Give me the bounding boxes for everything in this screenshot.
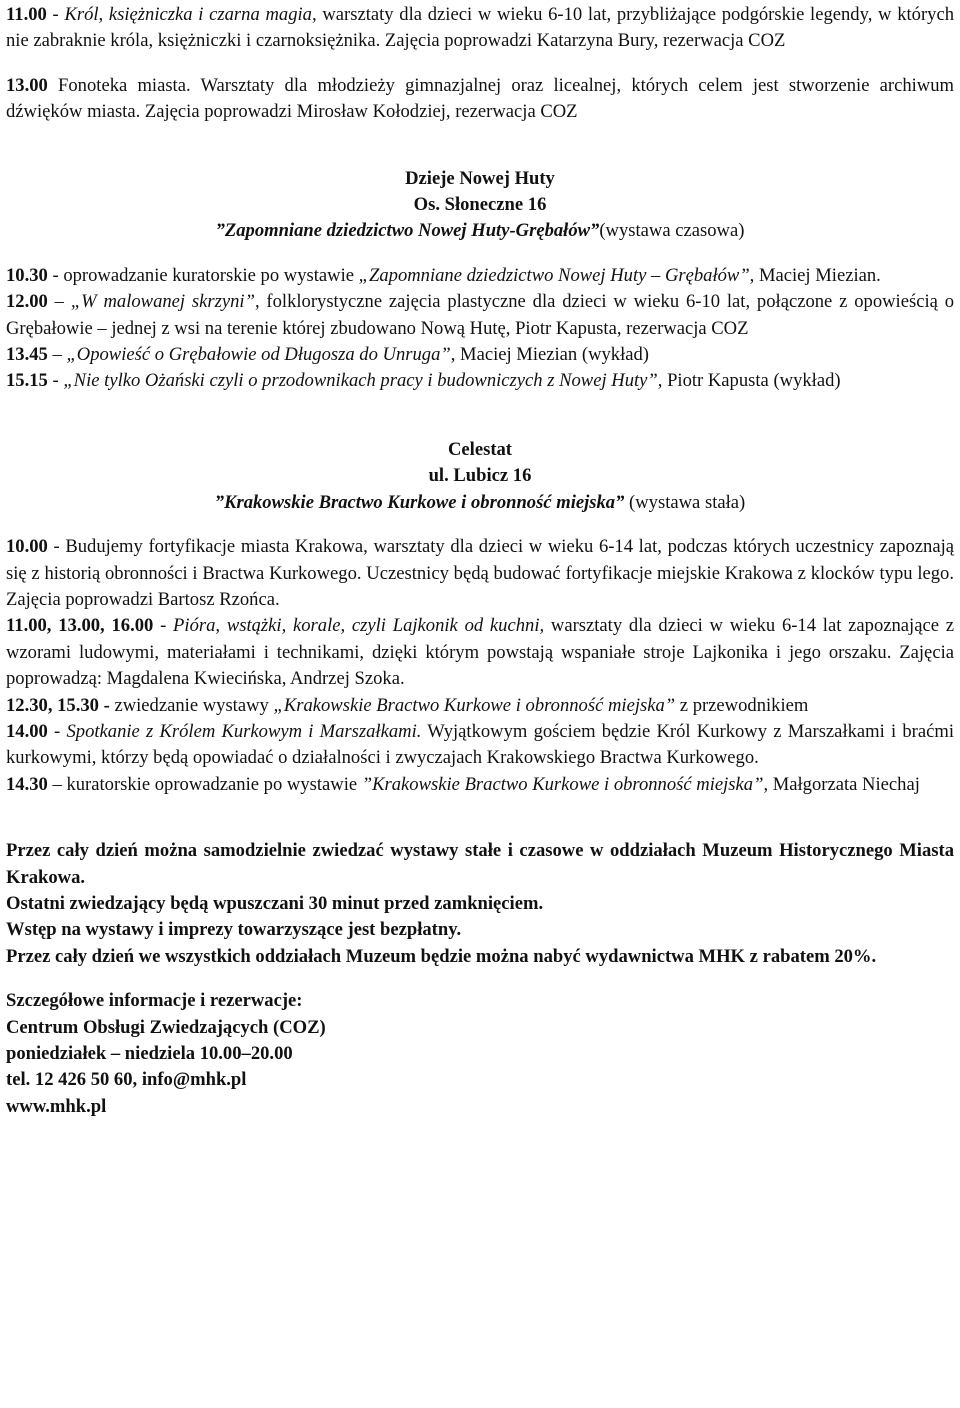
contact-info [6,988,954,1120]
event-description: , folklorystyczne zajęcia plastyczne dla dzieci w wieku 6-10 lat, połączone z opowieścią o Grębałowie – jednej z wsi na terenie której zbudowano Nową Hutę, Piotr Kapusta, rezerwacja COZ [6,291,954,339]
event-description: Wyjątkowym gościem będzie Król Kurkowy z Marszałkami i braćmi kurkowymi, którzy będą opowiadać o działalności i zwyczajach Krakowskiego Bractwa Kurkowego. [6,720,955,769]
venue-header [6,437,954,516]
event-item [6,613,954,692]
event-title: Spotkanie z Królem Kurkowym i Marszałkami. [66,720,422,742]
event-title: Pióra, wstążki, korale, czyli Lajkonik od kuchni, [173,615,545,637]
event-description: z przewodnikiem [675,694,809,716]
event-separator: – kuratorskie oprowadzanie po wystawie [47,773,362,795]
event-item [6,342,954,368]
event-separator: - [153,615,174,637]
event-separator: – [47,291,71,313]
event-separator: - oprowadzanie kuratorskie po wystawie [47,264,359,286]
event-description: warsztaty dla dzieci w wieku 6-10 lat, przybliżające podgórskie legendy, w których nie zabraknie króla, księżniczki i czarnoksiężnika. Zajęcia poprowadzi Katarzyna Bury, rezerwacja COZ [6,4,954,52]
exhibition-note: (wystawa stała) [624,491,746,513]
contact-hours: poniedziałek – niedziela 10.00–20.00 [6,1043,293,1064]
event-item [6,772,954,798]
event-item [6,719,954,772]
section-nowa-huta [6,166,954,395]
section-celestat [6,437,954,798]
event-separator: – [47,344,67,366]
contact-center-name: Centrum Obsługi Zwiedzających (COZ) [6,1016,326,1038]
event-title: Król, księżniczka i czarna magia, [64,4,317,25]
event-item [6,263,954,289]
event-title: „W malowanej skrzyni” [70,291,255,313]
event-separator: - [47,720,67,742]
event-description: , Maciej Miezian. [749,264,881,286]
footer-notes [6,838,954,970]
event-separator: - [47,536,66,558]
event-time: 11.00 [6,4,47,25]
event-description: , Małgorzata Niechaj [763,773,920,795]
event-time: 10.30 [6,264,48,286]
event-separator: - [46,4,65,25]
exhibition-title: ”Krakowskie Bractwo Kurkowe i obronność miejska” [214,491,625,513]
event-title: „Nie tylko Ożański czyli o przodownikach pracy i budowniczych z Nowej Huty” [63,370,658,392]
event-item [6,2,954,55]
event-description: , Piotr Kapusta (wykład) [657,370,841,392]
footer-note: Przez cały dzień można samodzielnie zwiedzać wystawy stałe i czasowe w oddziałach Muzeum Historycznego Miasta Krakowa. [6,840,954,888]
event-title: „Krakowskie Bractwo Kurkowe i obronność miejska” [273,694,676,716]
event-time: 15.15 [6,370,48,392]
event-time: 12.00 [6,291,48,313]
event-time: 13.45 [6,344,48,366]
venue-header [6,166,954,245]
exhibition-line [6,218,954,244]
venue-name: Celestat [447,438,513,460]
event-time: 10.00 [6,536,48,558]
contact-website-link[interactable]: www.mhk.pl [6,1095,107,1117]
event-description: , Maciej Miezian (wykład) [450,344,649,366]
venue-address: ul. Lubicz 16 [428,465,532,487]
event-title: ”Krakowskie Bractwo Kurkowe i obronność miejska” [361,773,764,795]
event-description: Warsztaty dla młodzieży gimnazjalnej oraz licealnej, których celem jest stworzenie archiwum dźwięków miasta. Zajęcia poprowadzi Mirosław Kołodziej, rezerwacja COZ [6,74,954,123]
event-title: Fonoteka miasta. [58,74,191,96]
event-item [6,289,954,342]
venue-address: Os. Słoneczne 16 [413,194,547,216]
event-time: 14.00 [6,720,48,742]
contact-phone-email[interactable]: tel. 12 426 50 60, info@mhk.pl [6,1069,247,1091]
event-title: „Opowieść o Grębałowie od Długosza do Unruga” [66,344,451,366]
venue-name: Dzieje Nowej Huty [405,167,555,189]
event-time: 13.00 [6,74,48,96]
event-item [6,693,954,719]
event-separator: - [47,370,64,392]
exhibition-line [6,490,954,516]
event-time: 12.30, 15.30 - [6,694,110,716]
event-title: „Zapomniane dziedzictwo Nowej Huty – Grębałów” [358,264,750,286]
event-item [6,73,954,126]
event-time: 11.00, 13.00, 16.00 [6,615,154,637]
footer-note: Ostatni zwiedzający będą wpuszczani 30 minut przed zamknięciem. [6,892,544,914]
event-item [6,368,954,394]
footer-note: Przez cały dzień we wszystkich oddziałach Muzeum będzie można nabyć wydawnictwa MHK z rabatem 20%. [6,945,877,967]
event-separator [48,75,58,96]
section-intro [6,2,954,126]
event-item [6,534,954,613]
event-description: Budujemy fortyfikacje miasta Krakowa, warsztaty dla dzieci w wieku 6-14 lat, podczas których uczestnicy zapoznają się z historią obronności i Bractwa Kurkowego. Uczestnicy będą budować fortyfikacje miejskie Krakowa z klocków typu lego. Zajęcia poprowadzi Bartosz Rzońca. [6,536,954,610]
event-separator: zwiedzanie wystawy [109,694,274,716]
event-description: warsztaty dla dzieci w wieku 6-14 lat zapoznające z wzorami ludowymi, materiałami i technikami, dzięki którym powstają wspaniałe stroje Lajkonika i jego orszaku. Zajęcia poprowadzą: Magdalena Kwiecińska, Andrzej Szoka. [6,615,954,690]
exhibition-note: (wystawa czasowa) [599,220,745,242]
event-time: 14.30 [6,773,48,795]
exhibition-title: ”Zapomniane dziedzictwo Nowej Huty-Grębałów” [215,220,600,242]
contact-heading: Szczegółowe informacje i rezerwacje: [6,990,303,1012]
footer-note: Wstęp na wystawy i imprezy towarzyszące jest bezpłatny. [6,919,462,941]
